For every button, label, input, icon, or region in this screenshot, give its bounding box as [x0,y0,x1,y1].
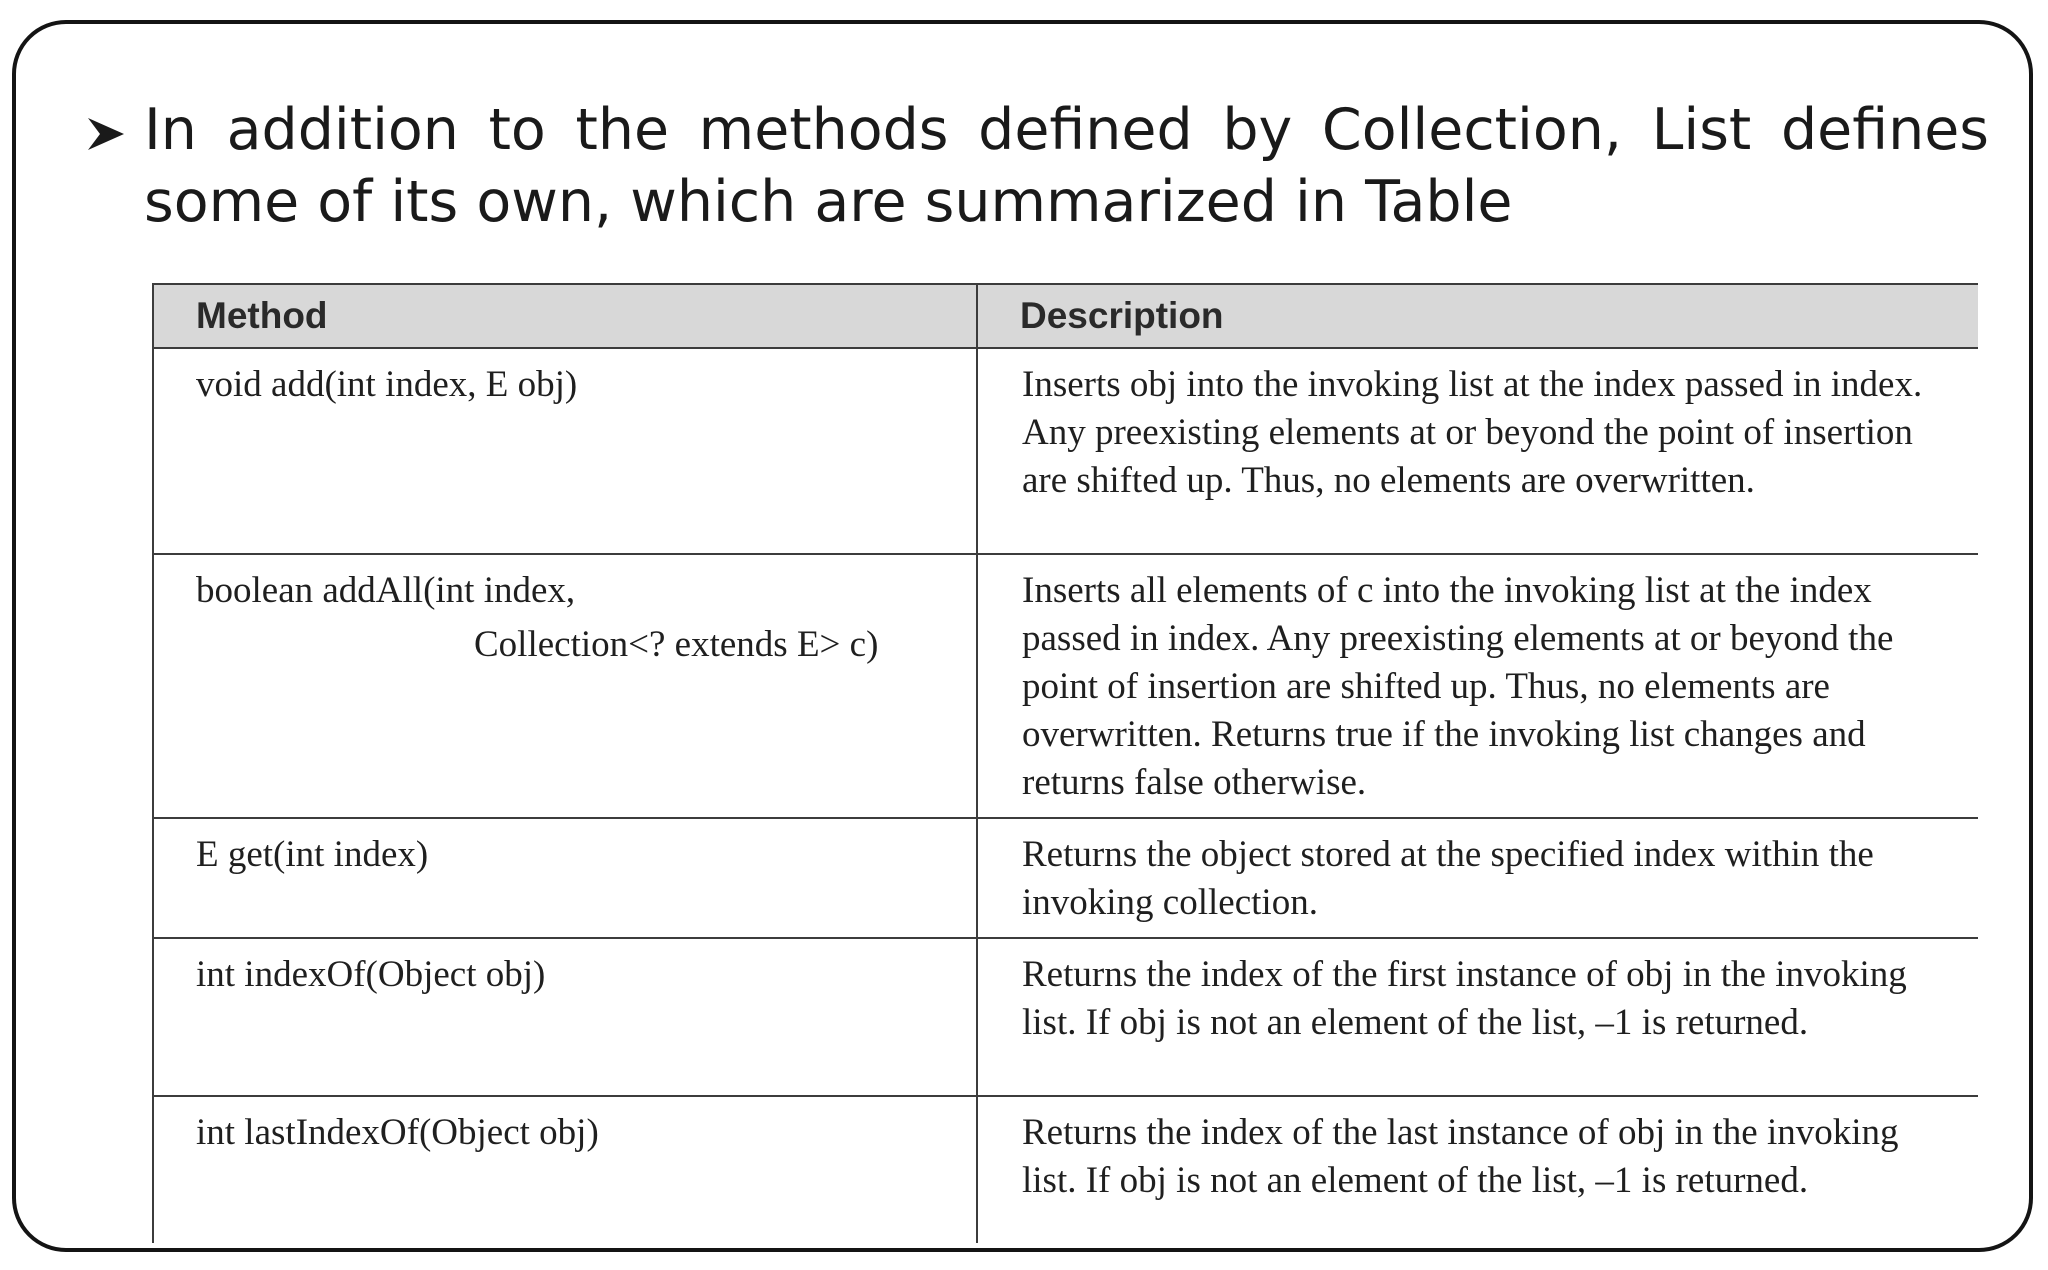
table-header-row [153,284,1978,348]
method-signature: int lastIndexOf(Object obj) [196,1112,599,1153]
method-cell [153,938,977,1096]
bullet-point [76,94,1991,254]
description-cell: Returns the index of the first instance of obj in the invoking list. If obj is not an element of the list, –1 is returned. [977,938,1978,1096]
header-method: Method [153,284,977,348]
slide-frame [12,20,2033,1252]
methods-table-container [152,283,1978,1243]
method-cell [153,554,977,818]
methods-table [152,283,1978,1243]
table-row [153,1096,1978,1243]
bullet-text: In addition to the methods defined by Collection, List defines some of its own, which are summarized in Table [144,97,1989,235]
description-cell: Returns the index of the last instance of obj in the invoking list. If obj is not an element of the list, –1 is returned. [977,1096,1978,1243]
method-signature: void add(int index, E obj) [196,364,578,405]
method-signature: int indexOf(Object obj) [196,954,546,995]
method-signature-continuation: Collection<? extends E> c) [474,624,879,665]
table-row [153,938,1978,1096]
method-cell [153,1096,977,1243]
method-signature: E get(int index) [196,834,429,875]
description-cell: Inserts all elements of c into the invoking list at the index passed in index. Any preexisting elements at or beyond the point of insertion are shifted up. Thus, no elements are overwritten. Returns true if the invoking list changes and returns false otherwise. [977,554,1978,818]
description-cell: Inserts obj into the invoking list at the index passed in index. Any preexisting elements at or beyond the point of insertion are shifted up. Thus, no elements are overwritten. [977,348,1978,554]
table-row [153,348,1978,554]
method-signature: boolean addAll(int index, [196,570,576,611]
description-cell: Returns the object stored at the specified index within the invoking collection. [977,818,1978,938]
method-cell [153,818,977,938]
method-cell [153,348,977,554]
table-row [153,554,1978,818]
header-description: Description [977,284,1978,348]
table-row [153,818,1978,938]
arrowhead-bullet-icon [84,112,128,156]
